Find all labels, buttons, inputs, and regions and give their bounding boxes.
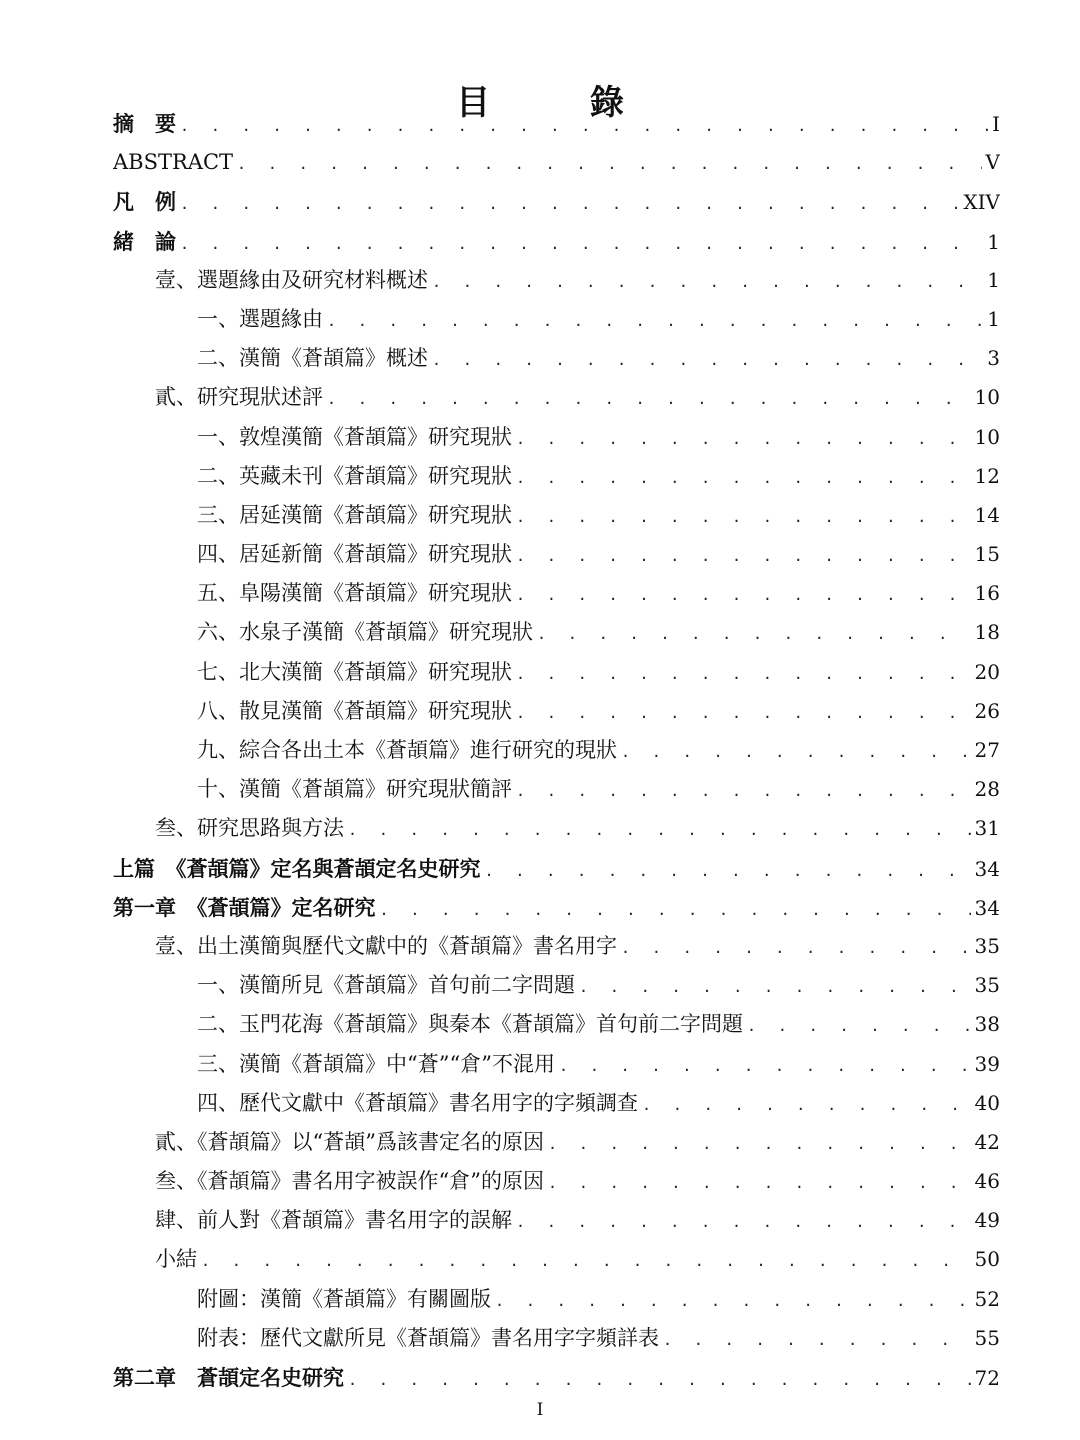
dot-leader — [327, 302, 983, 339]
dot-leader — [559, 1047, 971, 1084]
dot-leader — [516, 576, 971, 613]
dot-leader — [663, 1321, 971, 1358]
toc-entry-label: 壹、選題緣由及研究材料概述 — [155, 267, 428, 292]
toc-entry-label: 四、歷代文獻中《蒼頡篇》書名用字的字頻調查 — [197, 1090, 638, 1115]
toc-entry — [113, 1319, 1000, 1358]
toc-entry — [113, 888, 1000, 927]
dot-leader — [516, 498, 971, 535]
dot-leader — [180, 107, 988, 143]
toc-entry — [113, 300, 1000, 339]
toc-entry — [113, 1240, 1000, 1279]
toc-entry-page-number: 10 — [974, 424, 1000, 449]
dot-leader — [516, 537, 971, 574]
toc-entry-label: 四、居延新簡《蒼頡篇》研究現狀 — [197, 542, 512, 567]
toc-entry — [113, 809, 1000, 848]
dot-leader — [237, 145, 982, 182]
toc-entry — [113, 692, 1000, 731]
toc-entry-label: 肆、前人對《蒼頡篇》書名用字的誤解 — [155, 1208, 512, 1233]
toc-entry-page-number: V — [985, 150, 1000, 175]
toc-entry — [113, 1280, 1000, 1319]
table-of-contents — [113, 104, 1000, 1397]
toc-entry — [113, 1123, 1000, 1162]
toc-entry-page-number: 12 — [974, 463, 1000, 488]
dot-leader — [579, 968, 971, 1005]
toc-entry-page-number: 31 — [974, 816, 1000, 841]
page-number-footer: I — [536, 1400, 544, 1420]
toc-entry-label: 八、散見漢簡《蒼頡篇》研究現狀 — [197, 698, 512, 723]
dot-leader — [380, 891, 971, 927]
toc-entry — [113, 613, 1000, 652]
dot-leader — [516, 1203, 971, 1240]
toc-entry-page-number: 16 — [974, 581, 1000, 606]
dot-leader — [747, 1007, 971, 1044]
toc-entry — [113, 182, 1000, 221]
toc-entry-page-number: 50 — [974, 1247, 1000, 1272]
dot-leader — [180, 185, 959, 221]
dot-leader — [537, 615, 971, 652]
toc-entry — [113, 261, 1000, 300]
toc-entry-label: 叁、《蒼頡篇》書名用字被誤作“倉”的原因 — [155, 1169, 544, 1194]
toc-entry-label: 摘 要 — [113, 111, 176, 136]
dot-leader — [516, 420, 971, 457]
toc-entry — [113, 457, 1000, 496]
toc-entry-page-number: 27 — [974, 738, 1000, 762]
toc-entry-page-number: 42 — [974, 1129, 1000, 1154]
dot-leader — [621, 929, 971, 966]
toc-entry-label: 二、英藏未刊《蒼頡篇》研究現狀 — [197, 463, 512, 488]
toc-entry-page-number: 46 — [974, 1169, 1000, 1194]
toc-entry — [113, 927, 1000, 966]
toc-entry-page-number: 49 — [974, 1208, 1000, 1233]
toc-entry-page-number: 26 — [974, 698, 1000, 723]
toc-entry-label: 貳、《蒼頡篇》以“蒼頡”爲該書定名的原因 — [155, 1129, 544, 1154]
toc-entry-label: 五、阜陽漢簡《蒼頡篇》研究現狀 — [197, 581, 512, 606]
toc-entry — [113, 222, 1000, 261]
toc-entry-label: 叁、研究思路與方法 — [155, 816, 344, 841]
toc-entry — [113, 770, 1000, 809]
toc-entry-page-number: 40 — [974, 1090, 1000, 1115]
toc-entry-label: 凡 例 — [113, 189, 176, 215]
toc-entry — [113, 574, 1000, 613]
toc-entry — [113, 378, 1000, 417]
toc-entry-label: 六、水泉子漢簡《蒼頡篇》研究現狀 — [197, 620, 533, 645]
toc-entry-page-number: 14 — [974, 502, 1000, 527]
dot-leader — [432, 341, 983, 378]
toc-entry — [113, 339, 1000, 378]
dot-leader — [485, 852, 971, 888]
toc-entry-page-number: 35 — [974, 973, 1000, 998]
toc-entry-label: 小結 — [155, 1247, 197, 1272]
toc-entry-label: 一、漢簡所見《蒼頡篇》首句前二字問題 — [197, 973, 575, 998]
toc-entry-page-number: 35 — [974, 933, 1000, 958]
toc-entry-label: 第一章 《蒼頡篇》定名研究 — [113, 894, 376, 920]
toc-entry — [113, 535, 1000, 574]
toc-entry — [113, 1358, 1000, 1397]
toc-entry — [113, 1005, 1000, 1044]
toc-entry-page-number: I — [992, 112, 1000, 136]
toc-entry — [113, 418, 1000, 457]
toc-entry-page-number: 1 — [987, 267, 1000, 292]
toc-entry-label: 二、漢簡《蒼頡篇》概述 — [197, 346, 428, 371]
toc-entry-label: 上篇 《蒼頡篇》定名與蒼頡定名史研究 — [113, 855, 481, 881]
toc-entry-page-number: 15 — [974, 542, 1000, 567]
dot-leader — [180, 225, 983, 261]
dot-leader — [548, 1125, 971, 1162]
toc-entry-page-number: 18 — [974, 620, 1000, 645]
toc-entry-label: 九、綜合各出土本《蒼頡篇》進行研究的現狀 — [197, 738, 617, 762]
toc-entry-label: 十、漢簡《蒼頡篇》研究現狀簡評 — [197, 777, 512, 802]
dot-leader — [348, 811, 971, 848]
toc-entry-page-number: 55 — [974, 1325, 1000, 1350]
dot-leader — [516, 694, 971, 731]
dot-leader — [516, 459, 971, 496]
toc-entry-page-number: 39 — [974, 1051, 1000, 1076]
toc-entry-page-number: 28 — [974, 777, 1000, 802]
toc-entry-label: 緒 論 — [113, 228, 176, 254]
toc-entry-label: 三、漢簡《蒼頡篇》中“蒼”“倉”不混用 — [197, 1051, 555, 1076]
toc-entry-page-number: 20 — [974, 659, 1000, 684]
toc-entry — [113, 104, 1000, 143]
toc-entry-page-number: 1 — [987, 306, 1000, 331]
toc-entry-page-number: 34 — [974, 856, 1000, 881]
toc-entry-page-number: 52 — [974, 1286, 1000, 1311]
toc-entry-label: 一、選題緣由 — [197, 306, 323, 331]
dot-leader — [327, 380, 971, 417]
toc-entry — [113, 731, 1000, 770]
toc-entry — [113, 1084, 1000, 1123]
toc-entry — [113, 1162, 1000, 1201]
dot-leader — [516, 655, 971, 692]
dot-leader — [348, 1361, 971, 1397]
toc-entry-label: 附圖：漢簡《蒼頡篇》有關圖版 — [197, 1286, 491, 1311]
toc-entry-label: 七、北大漢簡《蒼頡篇》研究現狀 — [197, 659, 512, 684]
toc-entry-label: 附表：歷代文獻所見《蒼頡篇》書名用字字頻詳表 — [197, 1325, 659, 1350]
toc-entry-label: 貳、研究現狀述評 — [155, 385, 323, 410]
toc-entry — [113, 966, 1000, 1005]
dot-leader — [642, 1086, 971, 1123]
toc-entry-label: 壹、出土漢簡與歷代文獻中的《蒼頡篇》書名用字 — [155, 933, 617, 958]
toc-entry-page-number: 34 — [974, 895, 1000, 920]
toc-entry — [113, 653, 1000, 692]
toc-entry-label: ABSTRACT — [113, 150, 234, 175]
toc-entry — [113, 1201, 1000, 1240]
toc-entry-label: 第二章 蒼頡定名史研究 — [113, 1365, 344, 1390]
toc-entry-label: 二、玉門花海《蒼頡篇》與秦本《蒼頡篇》首句前二字問題 — [197, 1012, 743, 1037]
toc-entry-label: 三、居延漢簡《蒼頡篇》研究現狀 — [197, 502, 512, 527]
toc-entry-page-number: 72 — [974, 1366, 1000, 1390]
toc-entry-page-number: 38 — [974, 1012, 1000, 1037]
dot-leader — [548, 1164, 971, 1201]
toc-entry-page-number: XIV — [963, 190, 1000, 215]
toc-entry-page-number: 10 — [974, 385, 1000, 410]
toc-entry — [113, 143, 1000, 182]
toc-entry-page-number: 3 — [987, 346, 1000, 371]
dot-leader — [201, 1242, 971, 1279]
toc-entry — [113, 849, 1000, 888]
toc-entry — [113, 1045, 1000, 1084]
toc-entry-label: 一、敦煌漢簡《蒼頡篇》研究現狀 — [197, 424, 512, 449]
toc-entry-page-number: 1 — [987, 229, 1000, 254]
dot-leader — [621, 733, 971, 770]
page-title: 目 錄 — [456, 82, 668, 123]
dot-leader — [495, 1282, 971, 1319]
dot-leader — [516, 772, 971, 809]
toc-entry — [113, 496, 1000, 535]
dot-leader — [432, 263, 983, 300]
